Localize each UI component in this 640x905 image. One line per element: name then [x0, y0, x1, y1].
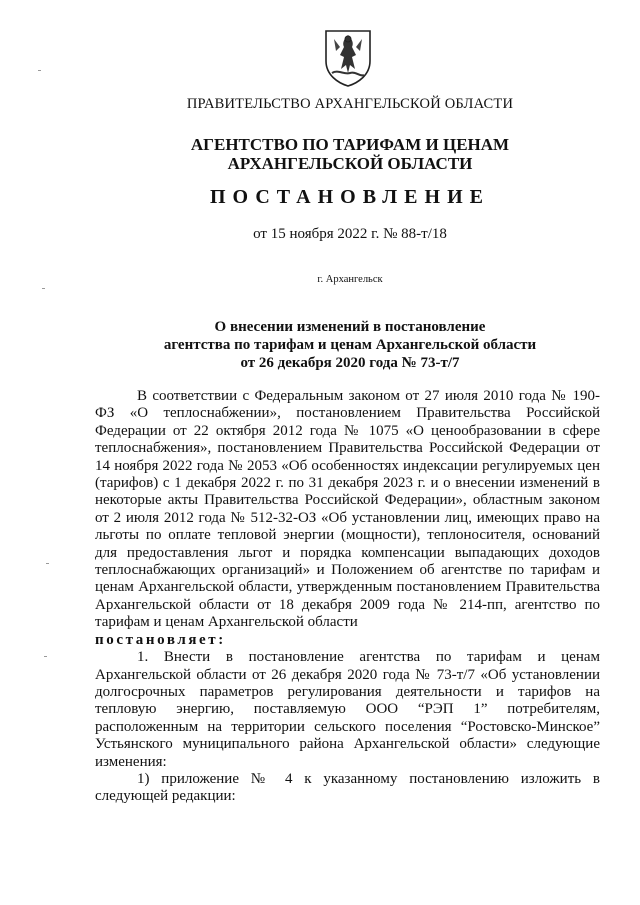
agency-line-2: АРХАНГЕЛЬСКОЙ ОБЛАСТИ	[227, 154, 473, 173]
margin-mark	[42, 288, 45, 289]
city-name: г. Архангельск	[317, 274, 383, 285]
subject-line-3: от 26 декабря 2020 года № 73-т/7	[240, 355, 460, 371]
preamble-paragraph: В соответствии с Федеральным законом от 27 июля 2010 года № 190-ФЗ «О теплоснабжении», постановлением Правительства Российской Федерации от 22 октября 2012 года № 1075 «О ценообразовании в сфере теплоснабжения», постановлением Правительства Российской Федерации от 14 ноября 2022 года № 2053 «Об особенностях индексации регулируемых цен (тарифов) с 1 декабря 2022 г. по 31 декабря 2023 г. и о внесении изменений в некоторые акты Правительства Российской Федерации», областным законом от 2 июля 2012 года № 512-32-ОЗ «Об установлении лиц, имеющих право на льготы по оплате тепловой энергии (мощности), теплоносителя, оснований для предоставления льгот и порядка компенсации выпадающих доходов теплоснабжающих организаций» и Положением об агентстве по тарифам и ценам Архангельской области, утвержденным постановлением Правительства Архангельской области от 18 декабря 2009 года № 214-пп, агентство по тарифам и ценам Архангельской области	[95, 388, 600, 631]
margin-mark	[38, 70, 41, 71]
subject-line-1: О внесении изменений в постановление	[214, 319, 486, 335]
coat-of-arms-icon	[322, 25, 374, 87]
government-name: ПРАВИТЕЛЬСТВО АРХАНГЕЛЬСКОЙ ОБЛАСТИ	[186, 96, 514, 112]
item-1-1-paragraph: 1) приложение № 4 к указанному постановлению изложить в следующей редакции:	[95, 770, 600, 805]
margin-mark	[46, 563, 49, 564]
document-subject	[0, 318, 640, 372]
margin-mark	[44, 656, 47, 657]
item-1-paragraph: 1. Внести в постановление агентства по тарифам и ценам Архангельской области от 26 декабря 2020 года № 73-т/7 «Об установлении долгосрочных параметров регулирования деятельности и тарифов на тепловую энергию, поставляемую ООО “РЭП 1” потребителям, расположенным на территории сельского поселения “Ростовско-Минское” Устьянского муниципального района Архангельской области» следующие изменения:	[95, 649, 600, 770]
agency-line-1: АГЕНТСТВО ПО ТАРИФАМ И ЦЕНАМ	[190, 135, 510, 154]
document-type: ПОСТАНОВЛЕНИЕ	[210, 186, 490, 208]
document-body	[95, 388, 600, 806]
subject-line-2: агентства по тарифам и ценам Архангельской области	[163, 337, 537, 353]
decree-word: постановляет:	[95, 631, 226, 648]
agency-name	[0, 135, 640, 173]
date-and-number: от 15 ноября 2022 г. № 88-т/18	[253, 226, 447, 242]
